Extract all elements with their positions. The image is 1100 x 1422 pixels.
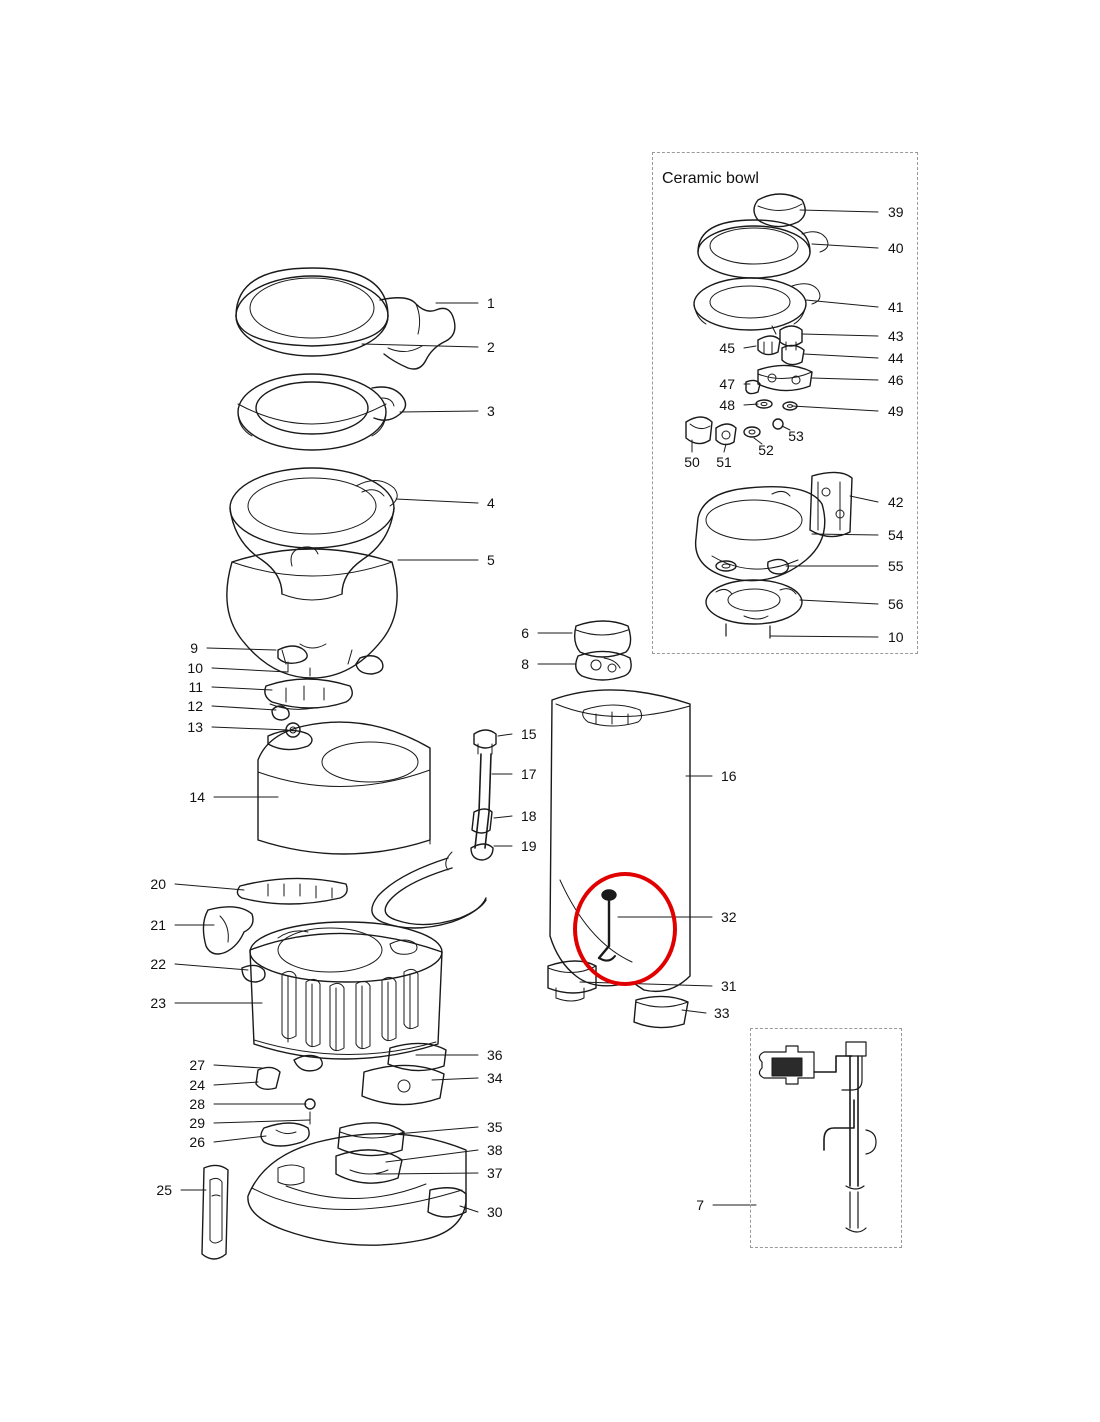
part-number-1: 1 (487, 295, 495, 311)
highlight-circle-part-32 (573, 872, 677, 986)
part-number-35: 35 (487, 1119, 503, 1135)
ceramic-bowl-title: Ceramic bowl (662, 170, 759, 187)
part-number-55: 55 (888, 558, 904, 574)
part-number-38: 38 (487, 1142, 503, 1158)
part-number-39: 39 (888, 204, 904, 220)
part-number-53: 53 (788, 428, 804, 444)
part-number-15: 15 (521, 726, 537, 742)
part-tank-body (258, 722, 430, 854)
part-number-44: 44 (888, 350, 904, 366)
part-number-4: 4 (487, 495, 495, 511)
part-bowl-insert (230, 468, 397, 600)
part-number-34: 34 (487, 1070, 503, 1086)
part-number-41: 41 (888, 299, 904, 315)
part-number-47: 47 (719, 376, 735, 392)
part-number-51: 51 (716, 454, 732, 470)
part-number-19: 19 (521, 838, 537, 854)
ceramic-bowl-panel (652, 152, 918, 654)
part-number-46: 46 (888, 372, 904, 388)
part-number-7: 7 (696, 1197, 704, 1213)
part-number-54: 54 (888, 527, 904, 543)
part-number-12: 12 (187, 698, 203, 714)
part-number-56: 56 (888, 596, 904, 612)
part-bottom-base (248, 1123, 466, 1245)
part-number-17: 17 (521, 766, 537, 782)
part-number-21: 21 (150, 917, 166, 933)
part-number-32: 32 (721, 909, 737, 925)
part-base-tank (250, 922, 442, 1071)
part-number-9: 9 (190, 640, 198, 656)
part-number-30: 30 (487, 1204, 503, 1220)
parts-6-8 (575, 621, 631, 680)
parts-21-22 (203, 907, 265, 982)
part-number-31: 31 (721, 978, 737, 994)
part-hose (372, 858, 486, 928)
parts-24-29 (256, 1067, 315, 1146)
part-number-5: 5 (487, 552, 495, 568)
part-number-40: 40 (888, 240, 904, 256)
part-number-36: 36 (487, 1047, 503, 1063)
part-number-25: 25 (156, 1182, 172, 1198)
part-number-13: 13 (187, 719, 203, 735)
part-pump-tube (446, 730, 496, 870)
part-number-24: 24 (189, 1077, 205, 1093)
part-number-6: 6 (521, 625, 529, 641)
pump-assembly-panel (750, 1028, 902, 1248)
part-number-42: 42 (888, 494, 904, 510)
part-seal-strip (237, 878, 347, 904)
part-number-20: 20 (150, 876, 166, 892)
part-waste-tank-upper (227, 547, 397, 678)
part-number-10: 10 (187, 660, 203, 676)
part-number-16: 16 (721, 768, 737, 784)
part-number-49: 49 (888, 403, 904, 419)
part-number-33: 33 (714, 1005, 730, 1021)
part-number-23: 23 (150, 995, 166, 1011)
part-seat-ring (238, 374, 406, 450)
part-side-panel (202, 1165, 228, 1259)
part-number-10: 10 (888, 629, 904, 645)
part-number-27: 27 (189, 1057, 205, 1073)
part-number-28: 28 (189, 1096, 205, 1112)
part-number-14: 14 (189, 789, 205, 805)
part-number-50: 50 (684, 454, 700, 470)
part-number-45: 45 (719, 340, 735, 356)
part-number-18: 18 (521, 808, 537, 824)
part-lid (236, 268, 455, 369)
part-number-3: 3 (487, 403, 495, 419)
part-number-52: 52 (758, 442, 774, 458)
part-number-29: 29 (189, 1115, 205, 1131)
part-number-37: 37 (487, 1165, 503, 1181)
part-number-11: 11 (188, 679, 203, 695)
part-number-22: 22 (150, 956, 166, 972)
part-number-8: 8 (521, 656, 529, 672)
part-number-43: 43 (888, 328, 904, 344)
part-number-48: 48 (719, 397, 735, 413)
part-number-2: 2 (487, 339, 495, 355)
part-number-26: 26 (189, 1134, 205, 1150)
